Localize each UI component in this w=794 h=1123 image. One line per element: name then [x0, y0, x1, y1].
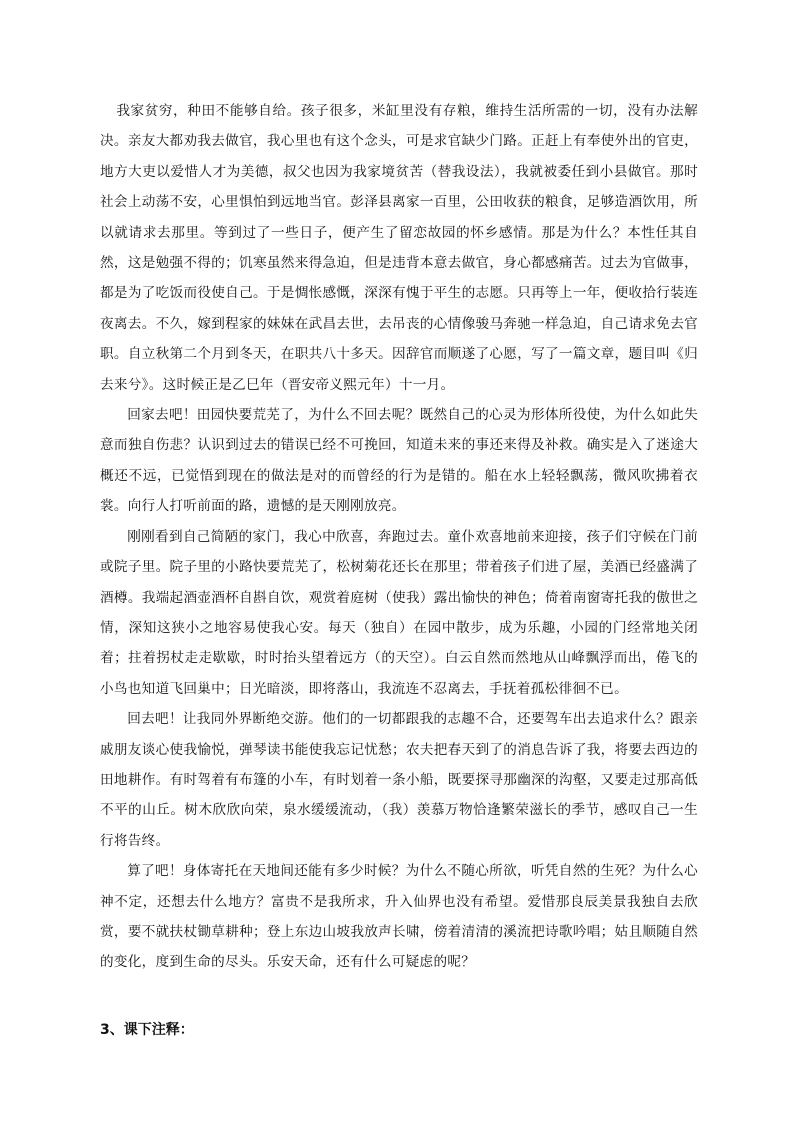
- paragraph-return-home: 回家去吧！田园快要荒芜了，为什么不回去呢？既然自己的心灵为形体所役使，为什么如此失意而独自伤悲？认识到过去的错误已经不可挽回，知道未来的事还来得及补救。确实是入了迷途大概还不远，已觉悟到现在的做法是对的而曾经的行为是错的。船在水上轻轻飘荡，微风吹拂着衣裳。向行人打听前面的路，遗憾的是天刚刚放亮。: [100, 407, 698, 515]
- paragraph-conclusion: 算了吧！身体寄托在天地间还能有多少时候？为什么不随心所欲，听凭自然的生死？为什么心神不定，还想去什么地方？富贵不是我所求，升入仙界也没有希望。爱惜那良辰美景我独自去欣赏，要不就扶杖锄草耕种；登上东边山坡我放声长啸，傍着清清的溪流把诗歌吟唱；姑且顺随自然的变化，度到生命的尽头。乐安天命，还有什么可疑虑的呢？: [100, 863, 698, 971]
- paragraph-preface: 我家贫穷，种田不能够自给。孩子很多，米缸里没有存粮，维持生活所需的一切，没有办法解决。亲友大都劝我去做官，我心里也有这个念头，可是求官缺少门路。正赶上有奉使外出的官吏，地方大吏以爱惜人才为美德，叔父也因为我家境贫苦（替我设法），我就被委任到小县做官。那时社会上动荡不安，心里惧怕到远地当官。彭泽县离家一百里，公田收获的粮食，足够造酒饮用，所以就请求去那里。等到过了一些日子，便产生了留恋故园的怀乡感情。那是为什么？本性任其自然，这是勉强不得的；饥寒虽然来得急迫，但是违背本意去做官，身心都感痛苦。过去为官做事，都是为了吃饭而役使自己。于是惆怅感慨，深深有愧于平生的志愿。只再等上一年，便收拾行装连夜离去。不久，嫁到程家的妹妹在武昌去世，去吊丧的心情像骏马奔驰一样急迫，自己请求免去官职。自立秋第二个月到冬天，在职共八十多天。因辞官而顺遂了心愿，写了一篇文章，题目叫《归去来兮》。这时候正是乙巳年（晋安帝义熙元年）十一月。: [100, 103, 698, 393]
- translation-body: [100, 96, 698, 978]
- paragraph-arrival: 刚刚看到自己简陋的家门，我心中欣喜，奔跑过去。童仆欢喜地前来迎接，孩子们守候在门前或院子里。院子里的小路快要荒芜了，松树菊花还长在那里；带着孩子们进了屋，美酒已经盛满了酒樽。我端起酒壶酒杯自斟自饮，观赏着庭树（使我）露出愉快的神色；倚着南窗寄托我的傲世之情，深知这狭小之地容易使我心安。每天（独自）在园中散步，成为乐趣，小园的门经常地关闭着；拄着拐杖走走歇歇，时时抬头望着远方（的天空）。白云自然而然地从山峰飘浮而出，倦飞的小鸟也知道飞回巢中；日光暗淡，即将落山，我流连不忍离去，手抚着孤松徘徊不已。: [100, 528, 698, 697]
- section-heading-notes: 3、课下注释：: [100, 1022, 194, 1038]
- paragraph-seclusion: 回去吧！让我同外界断绝交游。他们的一切都跟我的志趣不合，还要驾车出去追求什么？跟亲戚朋友谈心使我愉悦，弹琴读书能使我忘记忧愁；农夫把春天到了的消息告诉了我，将要去西边的田地耕作。有时驾着有布篷的小车，有时划着一条小船，既要探寻那幽深的沟壑，又要走过那高低不平的山丘。树木欣欣向荣，泉水缓缓流动，（我）羡慕万物恰逢繁荣滋长的季节，感叹自己一生行将告终。: [100, 711, 698, 849]
